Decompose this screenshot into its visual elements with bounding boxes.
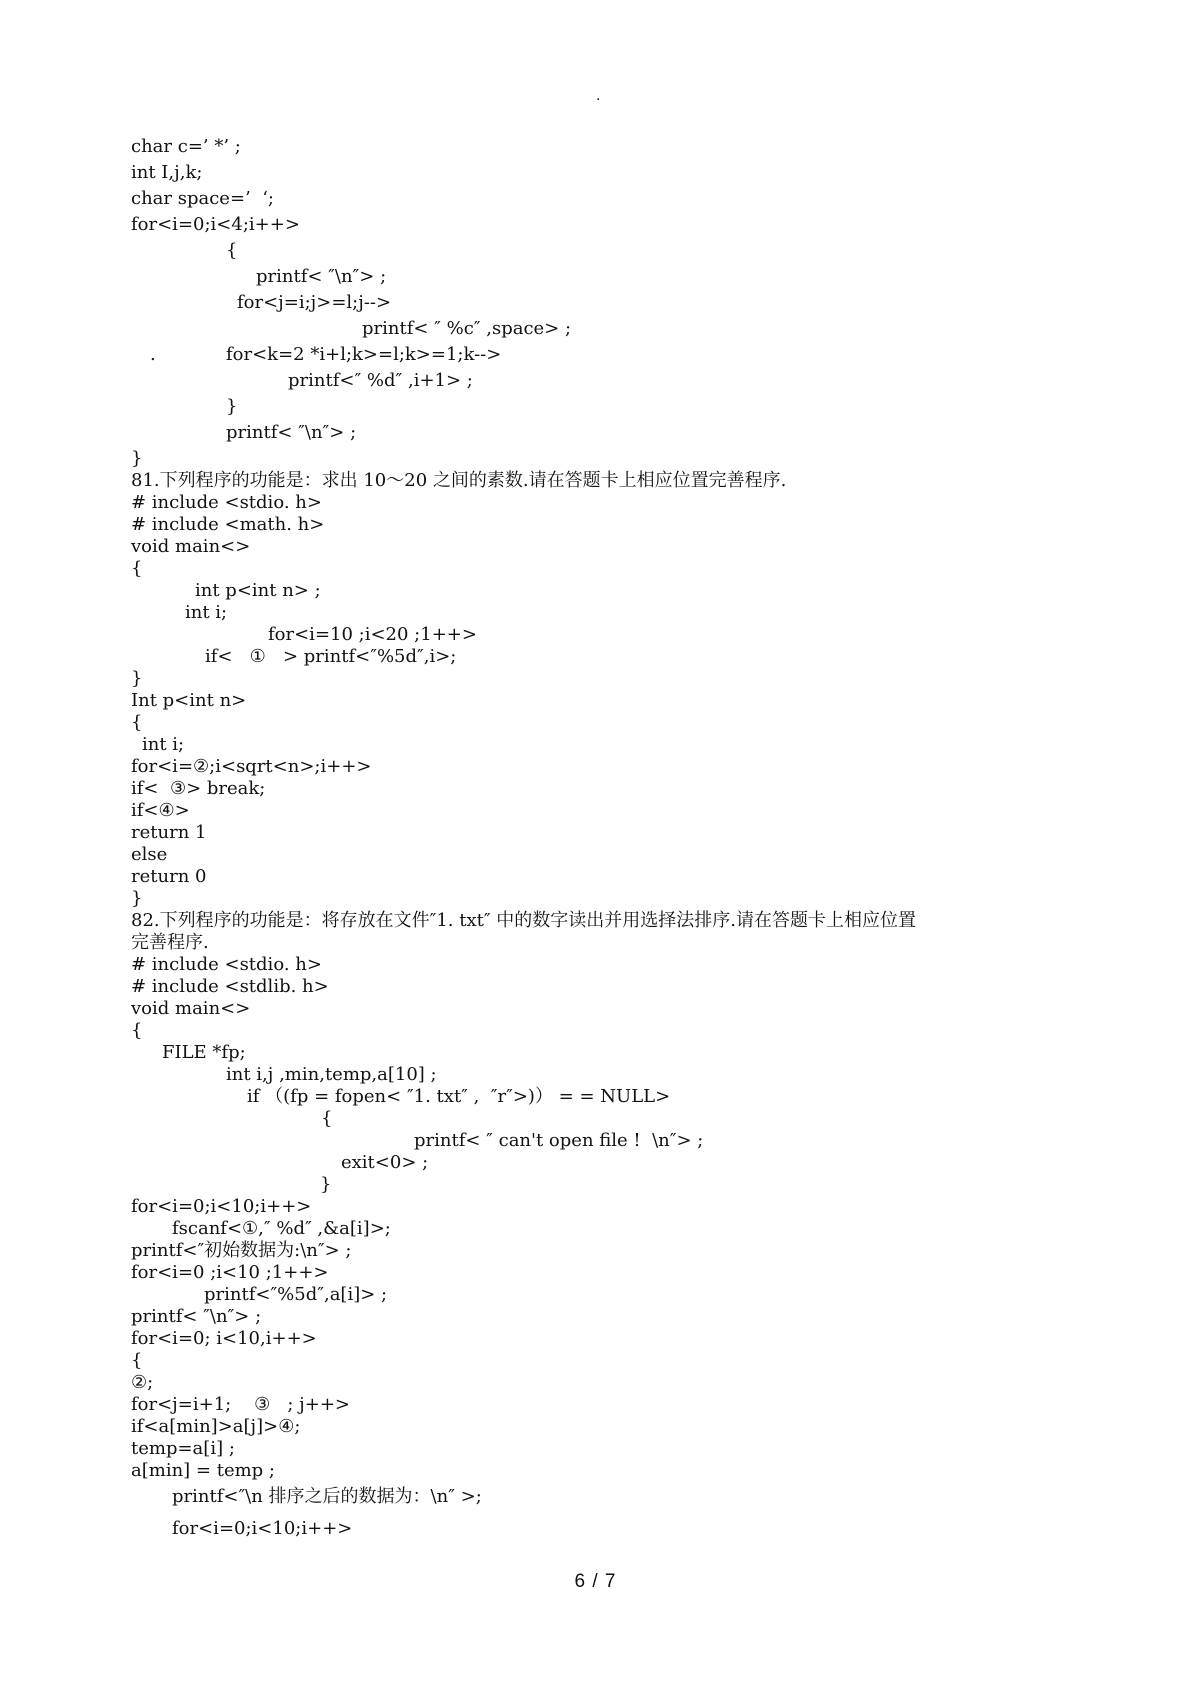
code-line: for<i=0 ;i<10 ;1++> (131, 1262, 329, 1283)
code-line: # include <stdio. h> (131, 954, 322, 975)
code-line: # include <stdlib. h> (131, 976, 329, 997)
code-line: FILE *fp; (162, 1042, 246, 1063)
code-line: # include <math. h> (131, 514, 325, 535)
code-line: printf< ″ %c″ ,space> ; (362, 318, 572, 339)
code-line: { (321, 1108, 333, 1129)
code-line: int i; (142, 734, 185, 755)
code-line: void main<> (131, 536, 251, 557)
question-81-title: 81.下列程序的功能是：求出 10～20 之间的素数.请在答题卡上相应位置完善程序. (131, 470, 787, 491)
code-line: if<a[min]>a[j]>④; (131, 1416, 301, 1437)
code-line: for<i=0;i<10;i++> (172, 1518, 353, 1539)
code-line: { (131, 558, 143, 579)
code-line: for<i=10 ;i<20 ;1++> (268, 624, 477, 645)
question-82-title-cont: 完善程序. (131, 932, 209, 953)
code-line: fscanf<①,″ %d″ ,&a[i]>; (172, 1218, 391, 1239)
code-line: else (131, 844, 168, 865)
code-line: printf< ″\n″> ; (226, 422, 357, 443)
code-line: for<i=0; i<10,i++> (131, 1328, 317, 1349)
code-line: { (226, 240, 238, 261)
code-line: for<i=0;i<10;i++> (131, 1196, 312, 1217)
code-line: printf< ″ can't open file ! \n″> ; (414, 1130, 704, 1151)
code-line: printf<″%5d″,a[i]> ; (204, 1284, 388, 1305)
code-line: return 1 (131, 822, 207, 843)
code-line: for<i=②;i<sqrt<n>;i++> (131, 756, 372, 777)
code-line: if< ① > printf<″%5d″,i>; (205, 646, 457, 667)
code-line: char c=’ *’ ; (131, 136, 241, 157)
code-line: for<k=2 *i+l;k>=l;k>=1;k--> (226, 344, 502, 365)
code-line: } (131, 888, 143, 909)
code-line: temp=a[i] ; (131, 1438, 235, 1459)
code-line: int p<int n> ; (195, 580, 321, 601)
code-line: int I,j,k; (131, 162, 203, 183)
code-line: int i,j ,min,temp,a[10] ; (226, 1064, 437, 1085)
code-line: } (226, 396, 238, 417)
code-line: for<j=i;j>=l;j--> (237, 292, 392, 313)
code-line: printf<″ %d″ ,i+1> ; (288, 370, 473, 391)
code-line: ②; (131, 1372, 154, 1393)
code-line: # include <stdio. h> (131, 492, 322, 513)
code-line: Int p<int n> (131, 690, 247, 711)
code-line: printf< ″\n″> ; (131, 1306, 262, 1327)
question-82-title: 82.下列程序的功能是：将存放在文件″1. txt″ 中的数字读出并用选择法排序.请在答题卡上相应位置 (131, 910, 917, 931)
page-number: 6 / 7 (574, 1571, 617, 1592)
code-line: if< ③> break; (131, 778, 266, 799)
code-line: printf< ″\n″> ; (256, 266, 387, 287)
code-line: return 0 (131, 866, 207, 887)
code-line: . (150, 344, 156, 365)
code-line: void main<> (131, 998, 251, 1019)
code-line: } (131, 448, 143, 469)
header-dot: . (596, 88, 601, 104)
code-line: for<i=0;i<4;i++> (131, 214, 300, 235)
code-line: a[min] = temp ; (131, 1460, 275, 1481)
code-line: } (131, 668, 143, 689)
code-line: if<④> (131, 800, 190, 821)
code-line: { (131, 1020, 143, 1041)
code-line: { (131, 1350, 143, 1371)
code-line: } (320, 1174, 332, 1195)
code-line: for<j=i+1; ③ ; j++> (131, 1394, 351, 1415)
code-line: char space=’ ‘; (131, 188, 274, 209)
code-line: printf<″\n 排序之后的数据为：\n″ >; (172, 1486, 482, 1507)
code-line: printf<″初始数据为:\n″> ; (131, 1240, 352, 1261)
code-line: int i; (185, 602, 228, 623)
code-line: { (131, 712, 143, 733)
code-line: if （(fp = fopen< ″1. txt″ , ″r″>)） = = NULL> (247, 1086, 671, 1107)
code-line: exit<0> ; (341, 1152, 429, 1173)
